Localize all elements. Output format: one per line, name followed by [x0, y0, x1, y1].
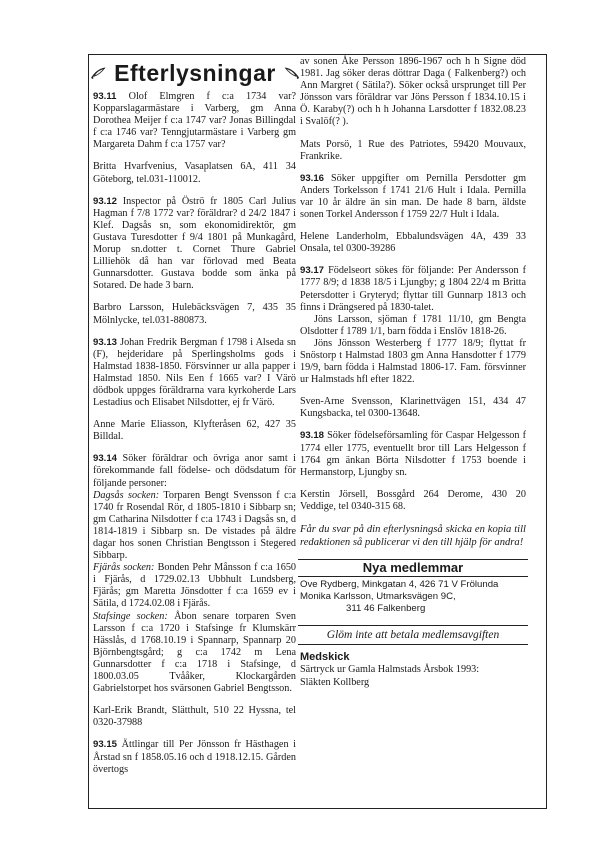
query-signature: Helene Landerholm, Ebbalundsvägen 4A, 439 33 Onsala, tel 0300-39286	[300, 231, 526, 255]
query-number: 93.18	[300, 430, 325, 442]
medskick-text	[300, 664, 526, 689]
parish-label: Dagsås socken:	[93, 489, 160, 501]
query-entry	[300, 430, 526, 478]
member-line: Monika Karlsson, Utmarksvägen 9C,	[300, 591, 456, 603]
parish-label: Stafsinge socken:	[93, 610, 168, 622]
query-continuation: av sonen Åke Persson 1896-1967 och h h Signe död 1981. Jag söker deras döttrar Daga ( Falkenberg?) och Ann Margret ( Sätila?). Söker också ursprunget till Per Jönsson vars föräldrar var Jöns Persson f 1834.10.15 i Ö. Karaby(?) och h h Johanna Larsdotter f 1832.08.23 i Svalöf(? ).	[300, 56, 526, 128]
query-signature: Kerstin Jörsell, Bossgård 264 Derome, 430 20 Veddige, tel 0340-315 68.	[300, 488, 526, 512]
query-entry	[300, 173, 526, 221]
parish-label: Fjärås socken:	[93, 562, 155, 574]
left-column	[93, 91, 296, 786]
query-text: Olof Elmgren f c:a 1734 var? Kopparslagarmästare i Varberg, gm Anna Dorothea Meijer f c:a 1747 var? Jonas Billingdal f c:a 1746 var? Tenngjutarmästare i Varberg gm Margareta Dahm f c:a 1757 var?	[93, 91, 296, 151]
query-text: Johan Fredrik Bergman f 1798 i Alseda sn (F), hejderidare på Sperlingsholms gods i Halmstad 1838-1850. Försvinner ur alla papper i Halmstad 1850. Nils Een f 1665 var? I Värö dödbok uppges föräldrarna vara kyrkoherde Lars Lestadius och Elisabet Nilsdotter, ej fr Värö.	[93, 336, 296, 409]
query-entry	[300, 265, 526, 313]
query-signature: Mats Porsö, 1 Rue des Patriotes, 59420 Mouvaux, Frankrike.	[300, 138, 526, 162]
query-number: 93.17	[300, 265, 325, 277]
query-text: Jöns Jönsson Westerberg f 1777 18/9; flyttat fr Snöstorp t Halmstad 1803 gm Anna Hansdotter f 1779 19/9, barn födda i Halmstad 1806-17. Fam. försvinner ur Halmstads hfl efter 1822.	[300, 337, 526, 386]
member-line: Ove Rydberg, Minkgatan 4, 426 71 V Frölunda	[300, 579, 499, 591]
query-number: 93.16	[300, 172, 325, 184]
parish-entry	[93, 611, 296, 696]
query-number: 93.15	[93, 739, 118, 751]
query-entry	[93, 453, 296, 489]
query-signature: Anne Marie Eliasson, Klyfteråsen 62, 427 35 Billdal.	[93, 419, 296, 443]
query-signature: Britta Hvarfvenius, Vasaplatsen 6A, 411 34 Göteborg, tel.031-110012.	[93, 161, 296, 185]
reply-notice: Får du svar på din efterlysningså skicka en kopia till redaktionen så publicerar vi den till hjälp för andra!	[300, 524, 526, 548]
query-number: 93.13	[93, 336, 118, 348]
parish-text: Åbon senare torparen Sven Larsson f c:a 1720 i Stafsinge fr Klumskärr Hässlås, d 1768.10.19 i Spannarp, Spannarp 20 Björnbengtsgård; g c:a 1742 m Lena Gunnarsdotter f c:a 1718 i Stafsinge, d 1800.03.05 Tvååker, Klockargården Gabrielstorpet hos svärsonen Gabriel Bengtsson.	[93, 610, 296, 695]
query-text: Söker uppgifter om Pernilla Persdotter gm Anders Torkelsson f 1741 21/6 Hult i Idala. Pernilla var 10 år äldre än sin man. De hade 8 barn, äldste sonen Torkel Andersson f 1759 22/7 Hult i Idala.	[300, 172, 527, 221]
new-members-list	[300, 579, 526, 615]
query-text: Jöns Larsson, sjöman f 1781 11/10, gm Bengta Olsdotter f 1789 1/1, barn födda i Enslöv 1818-26.	[300, 313, 526, 337]
medskick-line: Särtryck ur Gamla Halmstads Årsbok 1993:	[300, 664, 480, 676]
quill-icon	[90, 65, 106, 81]
quill-icon	[284, 65, 300, 81]
header	[90, 56, 300, 90]
parish-entry	[93, 490, 296, 563]
query-signature: Karl-Erik Brandt, Slätthult, 510 22 Hyssna, tel 0320-37988	[93, 705, 296, 729]
query-text: Födelseort sökes för följande: Per Andersson f 1777 8/9; d 1838 18/5 i Ljungby; g 1804 22/4 m Britta Petersdotter i Gryteryd; flyttar till Gunnarp 1813 och finns i Drängsered på 1830-talet.	[300, 265, 526, 313]
parish-entry	[93, 562, 296, 610]
query-number: 93.12	[93, 195, 118, 207]
new-members-heading: Nya medlemmar	[298, 559, 528, 577]
query-text: Ättlingar till Per Jönsson fr Hästhagen i Årstad sn f 1858.05.16 och d 1918.12.15. Gården övertogs	[93, 739, 296, 775]
query-entry	[93, 196, 296, 293]
query-signature: Sven-Arne Svensson, Klarinettvägen 151, 434 47 Kungsbacka, tel 0300-13648.	[300, 396, 526, 420]
fee-reminder-banner: Glöm inte att betala medlemsavgiften	[298, 625, 528, 645]
member-line: 311 46 Falkenberg	[346, 603, 426, 615]
query-text: Söker födelseförsamling för Caspar Helgesson f 1774 eller 1775, eventuellt bror till Lars Helgesson f 1764 gm änkan Börta Nilsdotter f 1753 boende i Hermanstorp, Ljungby sn.	[300, 430, 526, 478]
parish-text: Bonden Pehr Månsson f c:a 1650 i Fjärås, d 1729.02.13 Ubbhult Lundsberg, Fjärås; gm Maretta Jönsdotter f c:a 1659 ev i Sätila, d 1724.02.08 i Fjärås.	[93, 562, 297, 610]
query-entry	[93, 91, 296, 151]
query-text: Inspector på Öströ fr 1805 Carl Julius Hagman f 7/8 1772 var? föräldrar? d 24/2 1847 i Klef. Dagsås sn, som ekonomidirektör, gm Gustava Turesdotter f 9/4 1801 på Munkagård, Morup sn.dotter t. Cornet Thure Gabriel Lilliehök då han var förlovad med Beata Gunnarsdotter. Gustava bodde som änka på Sotared. De hade 3 barn.	[93, 195, 296, 292]
query-text: Söker föräldrar och övriga anor samt i förekommande fall födelse- och dödsdatum för följande personer:	[93, 453, 297, 489]
right-column	[300, 56, 526, 689]
medskick-line: Släkten Kollberg	[300, 676, 370, 688]
query-signature: Barbro Larsson, Hulebäcksvägen 7, 435 35 Mölnlycke, tel.031-880873.	[93, 302, 296, 326]
page-title: Efterlysningar	[114, 59, 276, 86]
parish-text: Torparen Bengt Svensson f c:a 1740 fr Rosendal Rör, d 1805-1810 i Sibbarp sn; gm Catharina Nilsdotter f c:a 1743 i Dagsås sn, d 1814-1819 i Sibbarp sn. De vistades på äldre dagar hos sonen Christian Bengtsson i Stegered Sibbarp.	[93, 489, 296, 562]
medskick-heading: Medskick	[300, 651, 350, 664]
query-number: 93.14	[93, 453, 118, 465]
query-entry	[93, 337, 296, 410]
query-entry	[93, 739, 296, 775]
query-number: 93.11	[93, 91, 117, 102]
